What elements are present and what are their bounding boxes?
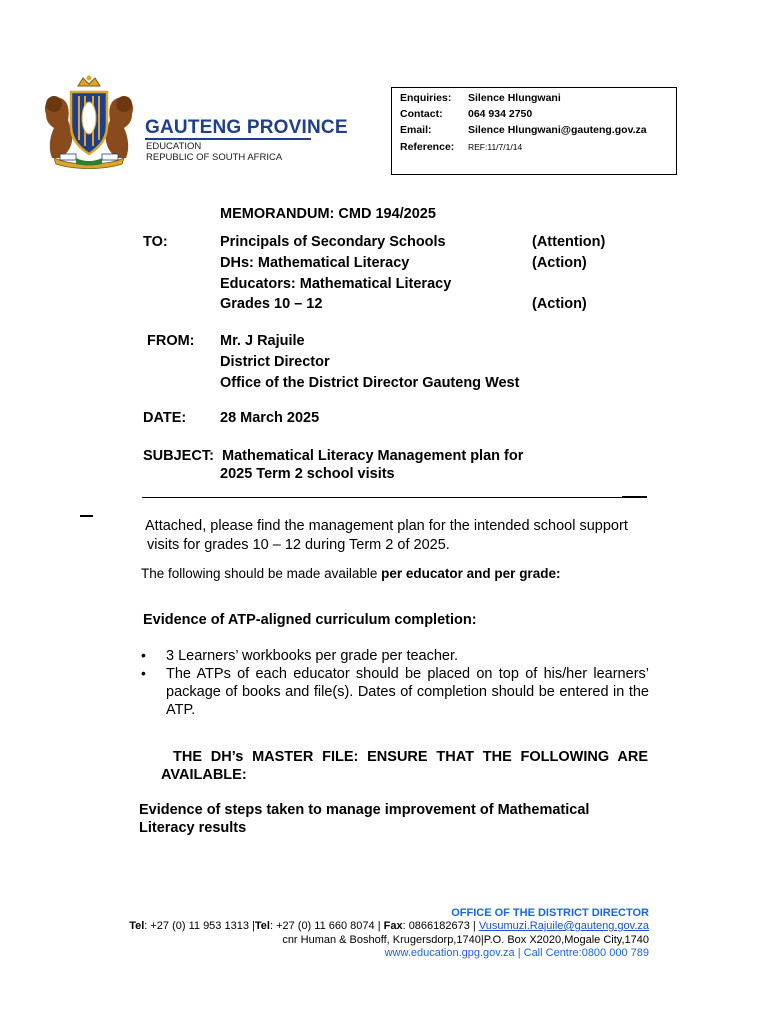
contact-label: Contact: <box>400 108 443 120</box>
memo-title: MEMORANDUM: CMD 194/2025 <box>220 206 436 222</box>
date-label: DATE: <box>143 410 187 426</box>
divider-rule-end <box>622 496 647 497</box>
fax-value: : 0866182673 | <box>402 920 479 932</box>
master-file-line-1: THE DH’s MASTER FILE: ENSURE THAT THE FOLLOWING ARE <box>173 749 648 765</box>
province-name: GAUTENG PROVINCE <box>145 117 348 138</box>
footer-office: OFFICE OF THE DISTRICT DIRECTOR <box>451 907 649 919</box>
subject-line-1: Mathematical Literacy Management plan for <box>222 448 524 464</box>
coat-of-arms-icon <box>38 74 140 170</box>
recipient-4-tag: (Action) <box>532 296 587 312</box>
master-file-line-2: AVAILABLE: <box>161 767 247 783</box>
available-suffix: : <box>555 566 561 581</box>
tel1-label: Tel <box>129 920 145 932</box>
reference-value: REF:11/7/1/14 <box>468 142 523 152</box>
steps-line-2: Literacy results <box>139 820 247 836</box>
from-name: Mr. J Rajuile <box>220 333 305 349</box>
reference-row <box>400 141 522 153</box>
email-row <box>400 124 647 136</box>
footer-email-link[interactable]: Vusumuzi.Rajuile@gauteng.gov.za <box>478 920 649 932</box>
available-prefix: The following should be made available <box>141 566 382 581</box>
intro-line-1: Attached, please find the management plan for the intended school support <box>145 518 628 534</box>
email-value[interactable]: Silence Hlungwani@gauteng.gov.za <box>468 124 647 136</box>
bullet-item-2: The ATPs of each educator should be placed on top of his/her learners’ package of books and file(s). Dates of completion should be entered in the ATP. <box>166 666 649 718</box>
from-title: District Director <box>220 354 330 370</box>
enquiries-row <box>400 92 561 104</box>
divider-rule <box>142 497 647 498</box>
intro-line-2: visits for grades 10 – 12 during Term 2 of 2025. <box>147 537 450 553</box>
bullet-item-1: 3 Learners’ workbooks per grade per teacher. <box>166 648 459 664</box>
reference-label: Reference: <box>400 141 455 153</box>
tel2-label: Tel <box>254 920 270 932</box>
date-value: 28 March 2025 <box>220 410 320 426</box>
enquiries-label: Enquiries: <box>400 92 452 104</box>
bullet-dot: • <box>141 665 146 681</box>
recipient-3: Educators: Mathematical Literacy <box>220 276 452 292</box>
from-office: Office of the District Director Gauteng West <box>220 375 520 391</box>
country-name: REPUBLIC OF SOUTH AFRICA <box>146 152 283 163</box>
subject-label: SUBJECT: <box>143 448 214 464</box>
recipient-2-tag: (Action) <box>532 255 587 271</box>
footer-website-link[interactable]: www.education.gpg.gov.za | Call Centre:0800 000 789 <box>384 947 649 959</box>
tel2-value: : +27 (0) 11 660 8074 | <box>269 920 384 932</box>
available-line <box>141 566 560 581</box>
fax-label: Fax <box>383 920 403 932</box>
steps-line-1: Evidence of steps taken to manage improvement of Mathematical <box>139 802 590 818</box>
recipient-2: DHs: Mathematical Literacy <box>220 255 410 271</box>
footer-contacts <box>129 920 649 932</box>
recipient-1: Principals of Secondary Schools <box>220 234 446 250</box>
tel1-value: : +27 (0) 11 953 1313 | <box>144 920 255 932</box>
email-label: Email: <box>400 124 432 136</box>
margin-dash <box>80 515 93 517</box>
evidence-heading: Evidence of ATP-aligned curriculum completion: <box>143 612 477 628</box>
department-name: EDUCATION <box>146 141 202 152</box>
recipient-1-tag: (Attention) <box>532 234 606 250</box>
logo-divider <box>145 138 311 140</box>
from-label: FROM: <box>147 333 195 349</box>
available-bold: per educator and per grade <box>381 566 556 581</box>
to-label: TO: <box>143 234 168 250</box>
contact-value: 064 934 2750 <box>468 108 533 120</box>
enquiries-box <box>391 87 677 175</box>
enquiries-value: Silence Hlungwani <box>468 92 561 104</box>
bullet-dot: • <box>141 647 146 663</box>
contact-row <box>400 108 532 120</box>
subject-line-2: 2025 Term 2 school visits <box>220 466 395 482</box>
footer-address: cnr Human & Boshoff, Krugersdorp,1740|P.O. Box X2020,Mogale City,1740 <box>282 934 649 946</box>
recipient-4: Grades 10 – 12 <box>220 296 323 312</box>
